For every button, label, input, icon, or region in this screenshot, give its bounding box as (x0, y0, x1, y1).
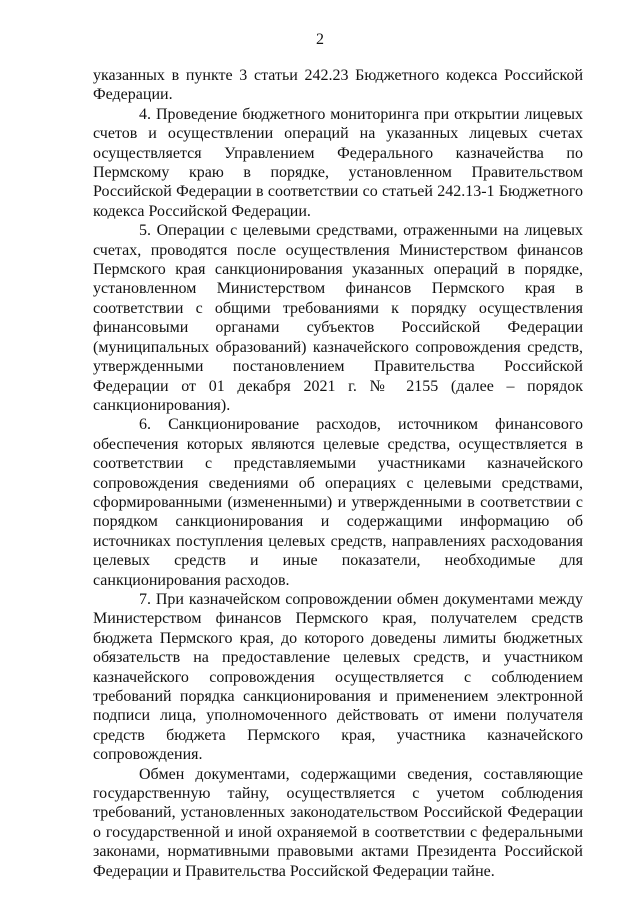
document-body (93, 66, 583, 881)
paragraph-item-5: 5. Операции с целевыми средствами, отраженными на лицевых счетах, проводятся после осуществления Министерством финансов Пермского края санкционирования указанных операций в порядке, установленном Министерством финансов Пермского края в соответствии с общими требованиями к порядку осуществления финансовыми органами субъектов Российской Федерации (муниципальных образований) казначейского сопровождения средств, утвержденными постановлением Правительства Российской Федерации от 01 декабря 2021 г. № 2155 (далее – порядок санкционирования). (93, 222, 583, 414)
paragraph-item-7: 7. При казначейском сопровождении обмен документами между Министерством финансов Пермского края, получателем средств бюджета Пермского края, до которого доведены лимиты бюджетных обязательств на предоставление целевых средств, и участником казначейского сопровождения осуществляется с соблюдением требований порядка санкционирования и применением электронной подписи лица, уполномоченного действовать от имени получателя средств бюджета Пермского края, участника казначейского сопровождения. (93, 590, 583, 764)
paragraph-continuation: указанных в пункте 3 статьи 242.23 Бюджетного кодекса Российской Федерации. (93, 67, 583, 104)
paragraph-secret-documents: Обмен документами, содержащими сведения, составляющие государственную тайну, осуществляется с учетом соблюдения требований, установленных законодательством Российской Федерации о государственной и иной охраняемой в соответствии с федеральными законами, нормативными правовыми актами Президента Российской Федерации и Правительства Российской Федерации тайне. (93, 765, 583, 880)
paragraph-item-4: 4. Проведение бюджетного мониторинга при открытии лицевых счетов и осуществлении операций на указанных лицевых счетах осуществляется Управлением Федерального казначейства по Пермскому краю в порядке, установленном Правительством Российской Федерации в соответствии со статьей 242.13-1 Бюджетного кодекса Российской Федерации. (93, 105, 583, 220)
page-number: 2 (316, 31, 324, 48)
paragraph-item-6: 6. Санкционирование расходов, источником финансового обеспечения которых являются целевые средства, осуществляется в соответствии с представляемыми участниками казначейского сопровождения сведениями об операциях с целевыми средствами, сформированными (измененными) и утвержденными в соответствии с порядком санкционирования и содержащими информацию об источниках поступления целевых средств, направлениях расходования целевых средств и иные показатели, необходимые для санкционирования расходов. (93, 416, 583, 589)
